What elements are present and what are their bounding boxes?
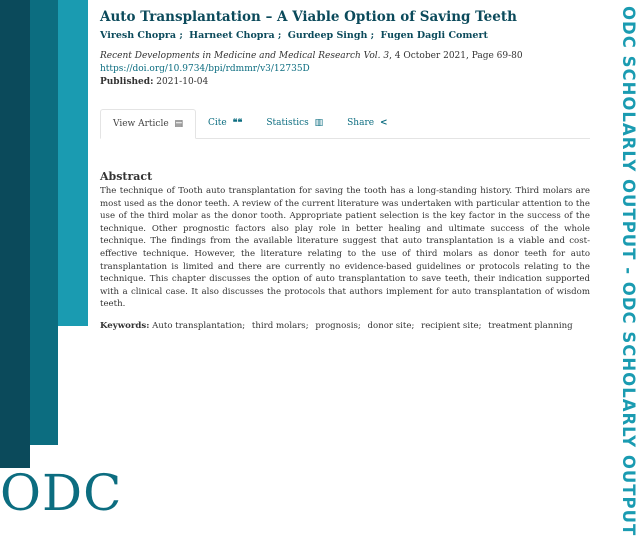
- date-pages: , 4 October 2021, Page 69-80: [389, 51, 523, 61]
- keyword: Auto transplantation;: [152, 320, 246, 331]
- published-line: [100, 76, 590, 89]
- bar-chart-icon: ▥: [314, 118, 324, 128]
- published-date: 2021-10-04: [156, 77, 209, 87]
- quote-icon: ❝❝: [232, 118, 243, 128]
- doi-link[interactable]: https://doi.org/10.9734/bpi/rdmmr/v3/12735D: [100, 64, 310, 74]
- tab-cite[interactable]: [196, 109, 254, 138]
- document-icon: ▤: [174, 119, 184, 129]
- abstract-text: The technique of Tooth auto transplantation for saving the tooth has a long-standing history. Third molars are most used as the donor teeth. A review of the current literature was undertaken with particular attention to the use of the third molar as the donor tooth. Appropriate patient selection is the key factor in the success of the technique. Other prognostic factors also play role in better healing and ultimate success of the whole technique. The findings from the available literature suggest that auto transplantation is a viable and cost-effective technique. However, the literature relating to the use of third molars as donor teeth for auto transplantation is limited and there are currently no evidence-based guidelines or protocols relating to the technique. This chapter discusses the option of auto transplantation to save teeth, their indication supported with a clinical case. It also discusses the protocols that authors implement for auto transplantation of wisdom teeth.: [100, 186, 590, 310]
- keywords-line: [100, 320, 590, 332]
- article-tabs: [100, 109, 590, 139]
- decor-stripe-light: [58, 0, 88, 326]
- tab-label: Share: [347, 118, 375, 128]
- author-link[interactable]: Harneet Chopra ;: [189, 30, 282, 41]
- author-list: [100, 29, 590, 42]
- decor-stripe-dark: [0, 0, 30, 468]
- tab-share[interactable]: [335, 109, 399, 138]
- share-icon: <: [379, 118, 388, 128]
- tab-label: Statistics: [266, 118, 309, 128]
- abstract-section: [100, 170, 590, 332]
- side-watermark: ODC SCHOLARLY OUTPUT - ODC SCHOLARLY OUTPUT: [619, 6, 638, 536]
- abstract-heading: Abstract: [100, 170, 153, 183]
- keywords-label: Keywords:: [100, 320, 150, 331]
- keyword: prognosis;: [315, 320, 361, 331]
- keyword: third molars;: [251, 320, 309, 331]
- tab-view-article[interactable]: [100, 109, 196, 139]
- author-link[interactable]: Viresh Chopra ;: [100, 30, 183, 41]
- article-content: [100, 8, 590, 332]
- tab-label: View Article: [113, 119, 169, 129]
- journal-name: Recent Developments in Medicine and Medical Research Vol. 3: [100, 51, 390, 61]
- author-link[interactable]: Gurdeep Singh ;: [287, 30, 375, 41]
- author-link[interactable]: Fugen Dagli Comert: [380, 30, 488, 41]
- keyword: treatment planning: [488, 320, 573, 331]
- decor-stripe-mid: [30, 0, 58, 445]
- tab-label: Cite: [208, 118, 227, 128]
- keyword: donor site;: [367, 320, 415, 331]
- tab-statistics[interactable]: [254, 109, 335, 138]
- article-title: Auto Transplantation – A Viable Option of Saving Teeth: [100, 9, 517, 25]
- keyword: recipient site;: [421, 320, 482, 331]
- published-label: Published:: [100, 77, 154, 87]
- citation-line: [100, 50, 590, 63]
- odc-logo: ODC: [0, 464, 123, 522]
